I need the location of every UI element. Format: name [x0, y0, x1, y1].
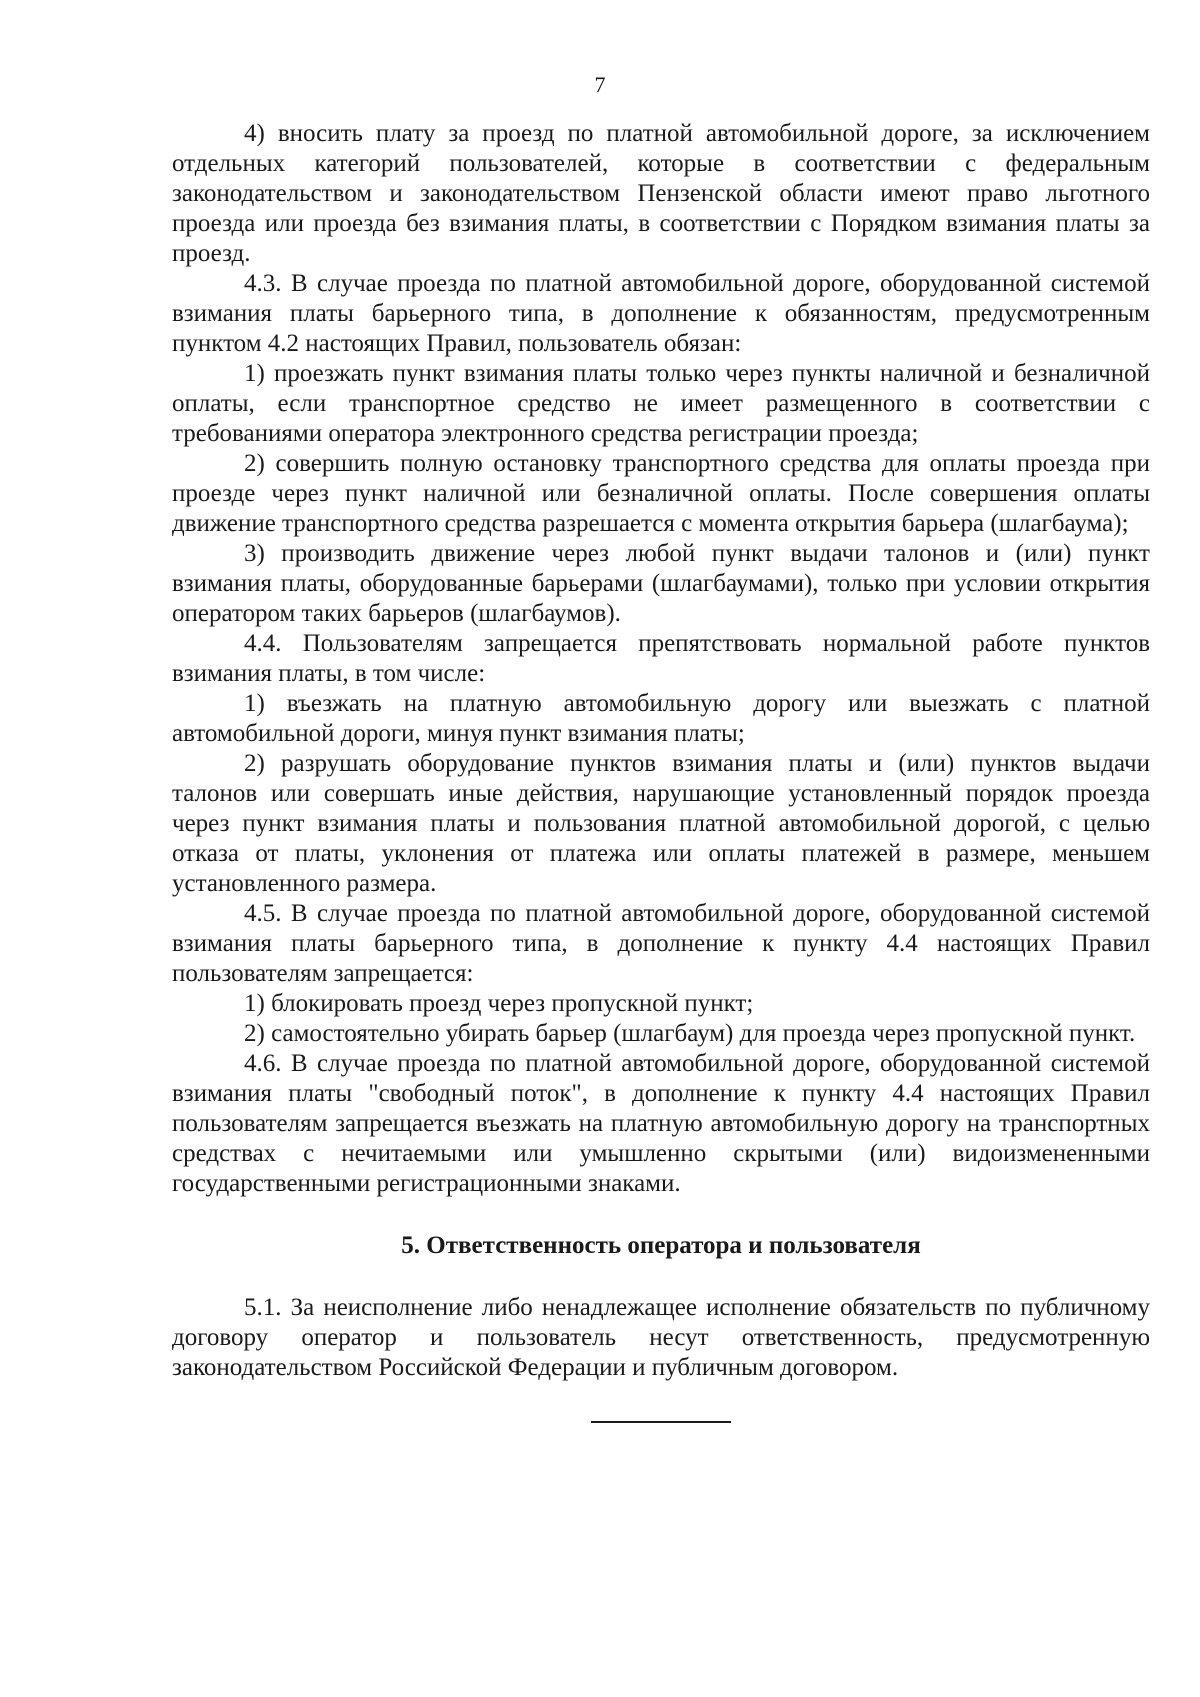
paragraph-5-1: 5.1. За неисполнение либо ненадлежащее исполнение обязательств по публичному договору оператор и пользователь несут ответственность, предусмотренную законодательством Российской Федерации и публичным договором.	[172, 1294, 1150, 1381]
paragraph-4-3-item-3: 3) производить движение через любой пункт выдачи талонов и (или) пункт взимания платы, оборудованные барьерами (шлагбаумами), только при условии открытия оператором таких барьеров (шлагбаумов).	[172, 540, 1150, 627]
section-heading: 5. Ответственность оператора и пользователя	[401, 1232, 921, 1259]
paragraph-4-5-item-1: 1) блокировать проезд через пропускной пункт;	[244, 990, 754, 1017]
paragraph-4-4: 4.4. Пользователям запрещается препятствовать нормальной работе пунктов взимания платы, в том числе:	[172, 630, 1150, 687]
end-rule	[591, 1421, 731, 1423]
page-number: 7	[594, 72, 606, 97]
paragraph-4-3-item-1: 1) проезжать пункт взимания платы только через пункты наличной и безналичной оплаты, если транспортное средство не имеет размещенного в соответствии с требованиями оператора электронного средства регистрации проезда;	[172, 360, 1150, 447]
paragraph-4-5: 4.5. В случае проезда по платной автомобильной дороге, оборудованной системой взимания платы барьерного типа, в дополнение к пункту 4.4 настоящих Правил пользователям запрещается:	[172, 900, 1150, 987]
paragraph-4-4-item-2: 2) разрушать оборудование пунктов взимания платы и (или) пунктов выдачи талонов или совершать иные действия, нарушающие установленный порядок проезда через пункт взимания платы и пользования платной автомобильной дорогой, с целью отказа от платы, уклонения от платежа или оплаты платежей в размере, меньшем установленного размера.	[172, 750, 1150, 897]
paragraph-4-6: 4.6. В случае проезда по платной автомобильной дороге, оборудованной системой взимания платы "свободный поток", в дополнение к пункту 4.4 настоящих Правил пользователям запрещается въезжать на платную автомобильную дорогу на транспортных средствах с нечитаемыми или умышленно скрытыми (или) видоизмененными государственными регистрационными знаками.	[172, 1050, 1150, 1197]
paragraph-4-4-item-1: 1) въезжать на платную автомобильную дорогу или выезжать с платной автомобильной дороги, минуя пункт взимания платы;	[172, 690, 1150, 747]
document-body	[172, 119, 1150, 1423]
paragraph-4-3: 4.3. В случае проезда по платной автомобильной дороге, оборудованной системой взимания платы барьерного типа, в дополнение к обязанностям, предусмотренным пунктом 4.2 настоящих Правил, пользователь обязан:	[172, 270, 1150, 357]
paragraph-4-5-item-2: 2) самостоятельно убирать барьер (шлагбаум) для проезда через пропускной пункт.	[244, 1020, 1136, 1047]
paragraph-item-4-fee: 4) вносить плату за проезд по платной автомобильной дороге, за исключением отдельных категорий пользователей, которые в соответствии с федеральным законодательством и законодательством Пензенской области имеют право льготного проезда или проезда без взимания платы, в соответствии с Порядком взимания платы за проезд.	[172, 120, 1150, 267]
paragraph-4-3-item-2: 2) совершить полную остановку транспортного средства для оплаты проезда при проезде через пункт наличной или безналичной оплаты. После совершения оплаты движение транспортного средства разрешается с момента открытия барьера (шлагбаума);	[172, 450, 1150, 537]
